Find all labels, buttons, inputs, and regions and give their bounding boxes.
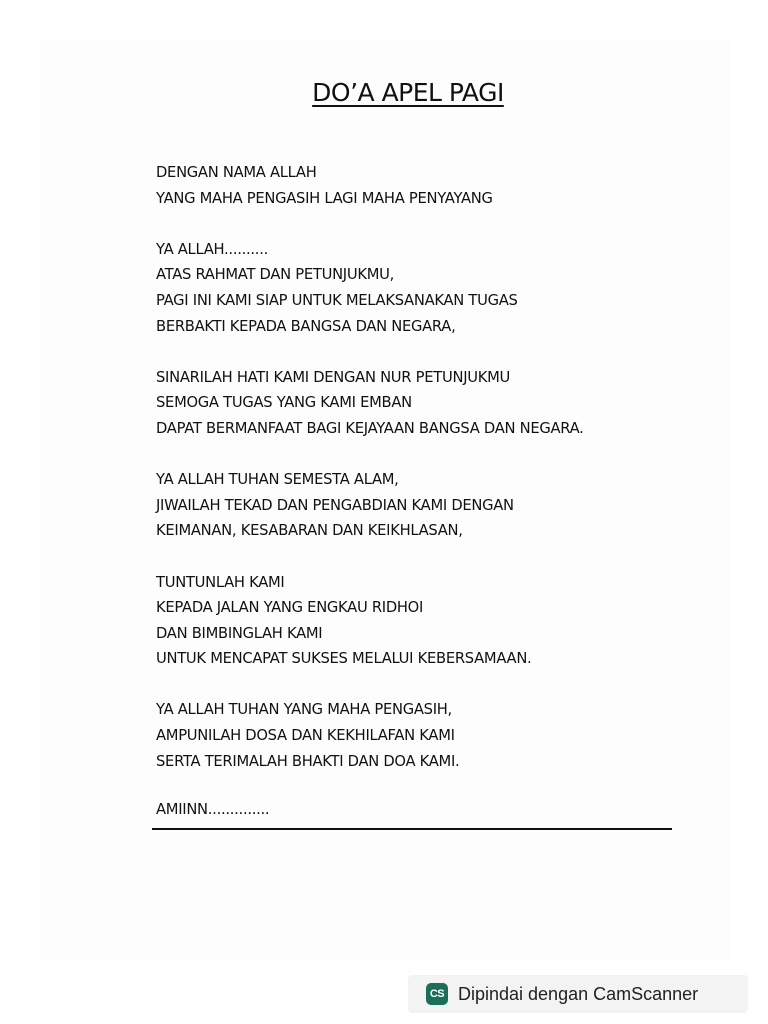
closing-amen: AMIINN.............. xyxy=(156,800,270,818)
text-line: JIWAILAH TEKAD DAN PENGABDIAN KAMI DENGAN xyxy=(156,495,514,514)
text-line: DAPAT BERMANFAAT BAGI KEJAYAAN BANGSA DAN NEGARA. xyxy=(156,418,584,437)
stanza-2 xyxy=(156,237,688,339)
text-line: DENGAN NAMA ALLAH xyxy=(156,163,317,181)
text-line: BERBAKTI KEPADA BANGSA DAN NEGARA, xyxy=(156,316,456,335)
closing-rule xyxy=(152,828,672,830)
stanza-6 xyxy=(156,697,688,774)
text-line: KEIMANAN, KESABARAN DAN KEIKHLASAN, xyxy=(156,521,463,540)
text-line: KEPADA JALAN YANG ENGKAU RIDHOI xyxy=(156,598,424,617)
camscanner-logo-icon: CS xyxy=(426,983,448,1005)
text-line: TUNTUNLAH KAMI xyxy=(156,572,285,591)
stanza-4 xyxy=(156,467,688,544)
text-line: SEMOGA TUGAS YANG KAMI EMBAN xyxy=(156,393,412,412)
text-line: YANG MAHA PENGASIH LAGI MAHA PENYAYANG xyxy=(156,188,493,207)
prayer-body xyxy=(156,160,688,800)
camscanner-watermark xyxy=(408,975,748,1013)
watermark-text: Dipindai dengan CamScanner xyxy=(458,983,699,1004)
text-line: YA ALLAH TUHAN SEMESTA ALAM, xyxy=(156,470,399,489)
text-line: UNTUK MENCAPAT SUKSES MELALUI KEBERSAMAAN. xyxy=(156,649,532,668)
text-line: DAN BIMBINGLAH KAMI xyxy=(156,623,323,642)
text-line: SERTA TERIMALAH BHAKTI DAN DOA KAMI. xyxy=(156,751,460,770)
stanza-1 xyxy=(156,160,688,211)
text-line: PAGI INI KAMI SIAP UNTUK MELAKSANAKAN TUGAS xyxy=(156,290,518,309)
document-title: DO’A APEL PAGI xyxy=(312,78,504,107)
text-line: YA ALLAH TUHAN YANG MAHA PENGASIH, xyxy=(156,700,452,719)
text-line: SINARILAH HATI KAMI DENGAN NUR PETUNJUKMU xyxy=(156,367,511,386)
text-line: YA ALLAH.......... xyxy=(156,239,268,258)
text-line: ATAS RAHMAT DAN PETUNJUKMU, xyxy=(156,265,395,284)
stanza-5 xyxy=(156,570,688,672)
stanza-3 xyxy=(156,365,688,442)
text-line: AMPUNILAH DOSA DAN KEKHILAFAN KAMI xyxy=(156,726,455,745)
